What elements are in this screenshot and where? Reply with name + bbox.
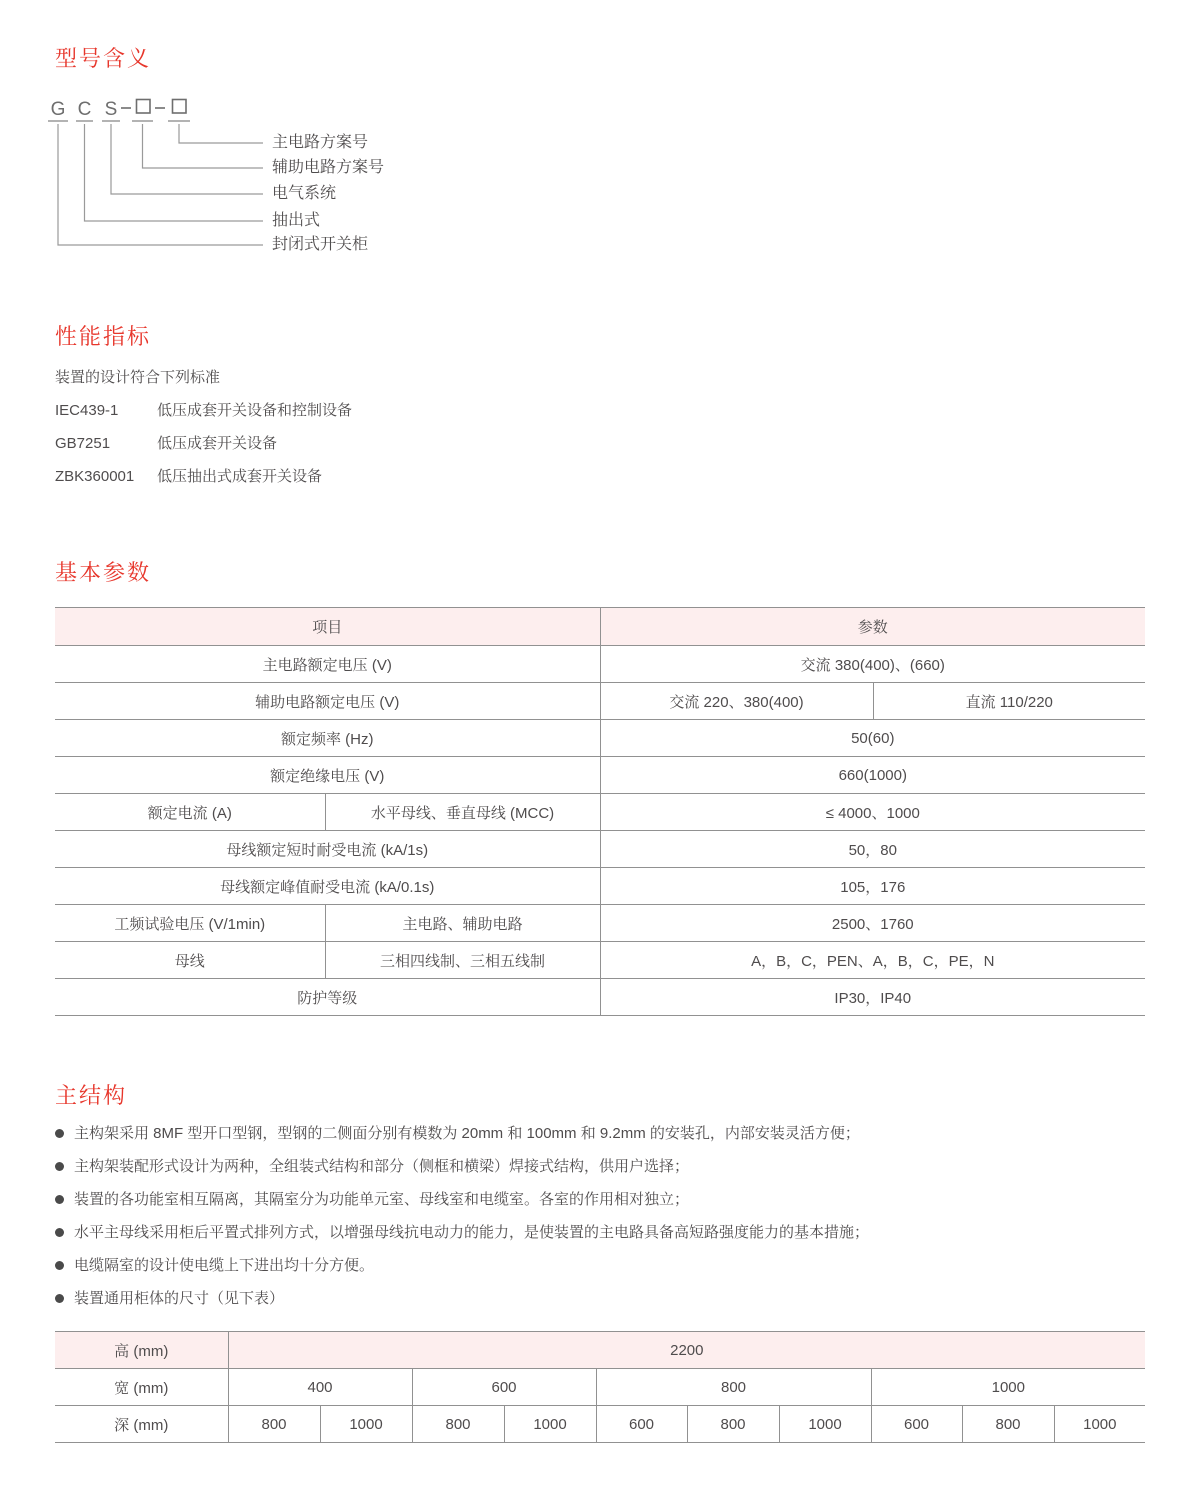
standard-code: GB7251: [55, 435, 111, 452]
dim-width-value: 800: [596, 1369, 871, 1406]
dim-width-value: 1000: [871, 1369, 1145, 1406]
param-label: 额定电流 (A): [55, 794, 325, 831]
param-sublabel: 三相四线制、三相五线制: [325, 942, 600, 979]
model-label-withdrawable: 抽出式: [272, 212, 321, 229]
dim-depth-value: 800: [228, 1406, 320, 1443]
section-title-model-meaning: 型号含义: [55, 46, 152, 71]
param-value: 2500、1760: [600, 905, 1145, 942]
param-value: IP30，IP40: [600, 979, 1145, 1016]
dim-width-label: 宽 (mm): [55, 1369, 228, 1406]
standard-desc: 低压抽出式成套开关设备: [157, 468, 323, 485]
section-title-performance: 性能指标: [55, 324, 152, 349]
bullet-text: 装置通用柜体的尺寸（见下表）: [74, 1290, 285, 1307]
dim-height-value: 2200: [228, 1332, 1145, 1369]
param-label: 主电路额定电压 (V): [55, 646, 600, 683]
model-placeholder-box: [137, 100, 151, 114]
table-row-depth: [55, 1406, 1145, 1443]
model-code-diagram: [48, 95, 748, 267]
param-value: A，B，C，PEN、A，B，C，PE，N: [600, 942, 1145, 979]
dim-depth-value: 600: [871, 1406, 962, 1443]
model-letter-c: C: [77, 99, 92, 120]
param-label: 母线额定短时耐受电流 (kA/1s): [55, 831, 600, 868]
list-item: [55, 1289, 1145, 1309]
table-row: [55, 979, 1145, 1016]
model-label-electrical-system: 电气系统: [272, 185, 337, 202]
standard-desc: 低压成套开关设备和控制设备: [157, 402, 353, 419]
standard-code: IEC439-1: [55, 402, 119, 419]
list-item: [55, 1190, 1145, 1210]
model-label-enclosed-switchgear: 封闭式开关柜: [272, 236, 369, 253]
param-value: 50(60): [600, 720, 1145, 757]
table-row-height: [55, 1332, 1145, 1369]
dim-depth-value: 1000: [1054, 1406, 1145, 1443]
bullet-text: 主构架采用 8MF 型开口型钢，型钢的二侧面分别有模数为 20mm 和 100mm 和 9.2mm 的安装孔，内部安装灵活方便；: [74, 1125, 860, 1142]
param-label: 额定频率 (Hz): [55, 720, 600, 757]
dim-depth-value: 600: [596, 1406, 687, 1443]
cabinet-dimensions-table: [55, 1331, 1145, 1443]
bullet-dot-icon: [55, 1195, 64, 1204]
standard-item: [55, 394, 755, 427]
param-value-ac: 交流 220、380(400): [600, 683, 873, 720]
list-item: [55, 1223, 1145, 1243]
param-label: 母线额定峰值耐受电流 (kA/0.1s): [55, 868, 600, 905]
section-title-main-structure: 主结构: [55, 1083, 128, 1108]
param-sublabel: 主电路、辅助电路: [325, 905, 600, 942]
model-letter-g: G: [50, 99, 66, 120]
table-row: [55, 868, 1145, 905]
performance-intro: 装置的设计符合下列标准: [55, 369, 221, 386]
bullet-dot-icon: [55, 1162, 64, 1171]
table-row-width: [55, 1369, 1145, 1406]
bullet-text: 装置的各功能室相互隔离，其隔室分为功能单元室、母线室和电缆室。各室的作用相对独立；: [74, 1191, 690, 1208]
model-label-main-circuit: 主电路方案号: [272, 134, 369, 151]
dim-depth-value: 800: [962, 1406, 1054, 1443]
model-letter-s: S: [104, 99, 118, 120]
list-item: [55, 1157, 1145, 1177]
bullet-dot-icon: [55, 1294, 64, 1303]
dim-depth-value: 1000: [504, 1406, 596, 1443]
structure-bullet-list: [55, 1124, 1145, 1322]
standard-code: ZBK360001: [55, 468, 135, 485]
param-value: 交流 380(400)、(660): [600, 646, 1145, 683]
standard-item: [55, 427, 755, 460]
model-label-aux-circuit: 辅助电路方案号: [272, 159, 385, 176]
basic-params-table: [55, 607, 1145, 1016]
dim-depth-value: 800: [412, 1406, 504, 1443]
list-item: [55, 1124, 1145, 1144]
param-label: 母线: [55, 942, 325, 979]
dim-height-label: 高 (mm): [55, 1332, 228, 1369]
param-label: 防护等级: [55, 979, 600, 1016]
table-row: [55, 794, 1145, 831]
dim-depth-value: 800: [687, 1406, 779, 1443]
bullet-text: 主构架装配形式设计为两种，全组装式结构和部分（侧框和横梁）焊接式结构，供用户选择；: [74, 1158, 690, 1175]
param-label: 工频试验电压 (V/1min): [55, 905, 325, 942]
header-item: 项目: [55, 608, 600, 646]
table-row: [55, 720, 1145, 757]
standards-list: [55, 394, 755, 493]
table-row: [55, 831, 1145, 868]
bullet-dot-icon: [55, 1129, 64, 1138]
param-label: 额定绝缘电压 (V): [55, 757, 600, 794]
param-label: 辅助电路额定电压 (V): [55, 683, 600, 720]
list-item: [55, 1256, 1145, 1276]
param-sublabel: 水平母线、垂直母线 (MCC): [325, 794, 600, 831]
bullet-dot-icon: [55, 1261, 64, 1270]
param-value: 50，80: [600, 831, 1145, 868]
table-header-row: [55, 608, 1145, 646]
header-param: 参数: [600, 608, 1145, 646]
param-value: 105，176: [600, 868, 1145, 905]
dim-width-value: 600: [412, 1369, 596, 1406]
model-placeholder-box: [173, 100, 187, 114]
section-title-basic-params: 基本参数: [55, 560, 152, 585]
dim-depth-label: 深 (mm): [55, 1406, 228, 1443]
param-value: 660(1000): [600, 757, 1145, 794]
table-row: [55, 905, 1145, 942]
param-value: ≤ 4000、1000: [600, 794, 1145, 831]
dim-depth-value: 1000: [779, 1406, 871, 1443]
bullet-text: 水平主母线采用柜后平置式排列方式，以增强母线抗电动力的能力，是使装置的主电路具备高短路强度能力的基本措施；: [74, 1224, 870, 1241]
dim-depth-value: 1000: [320, 1406, 412, 1443]
standard-desc: 低压成套开关设备: [157, 435, 278, 452]
dim-width-value: 400: [228, 1369, 412, 1406]
standard-item: [55, 460, 755, 493]
elbow-lines: [58, 124, 263, 245]
model-code-connector-lines: [48, 95, 278, 260]
table-row: [55, 942, 1145, 979]
param-value-dc: 直流 110/220: [873, 683, 1145, 720]
table-row: [55, 683, 1145, 720]
table-row: [55, 757, 1145, 794]
bullet-text: 电缆隔室的设计使电缆上下进出均十分方便。: [74, 1257, 375, 1274]
table-row: [55, 646, 1145, 683]
bullet-dot-icon: [55, 1228, 64, 1237]
